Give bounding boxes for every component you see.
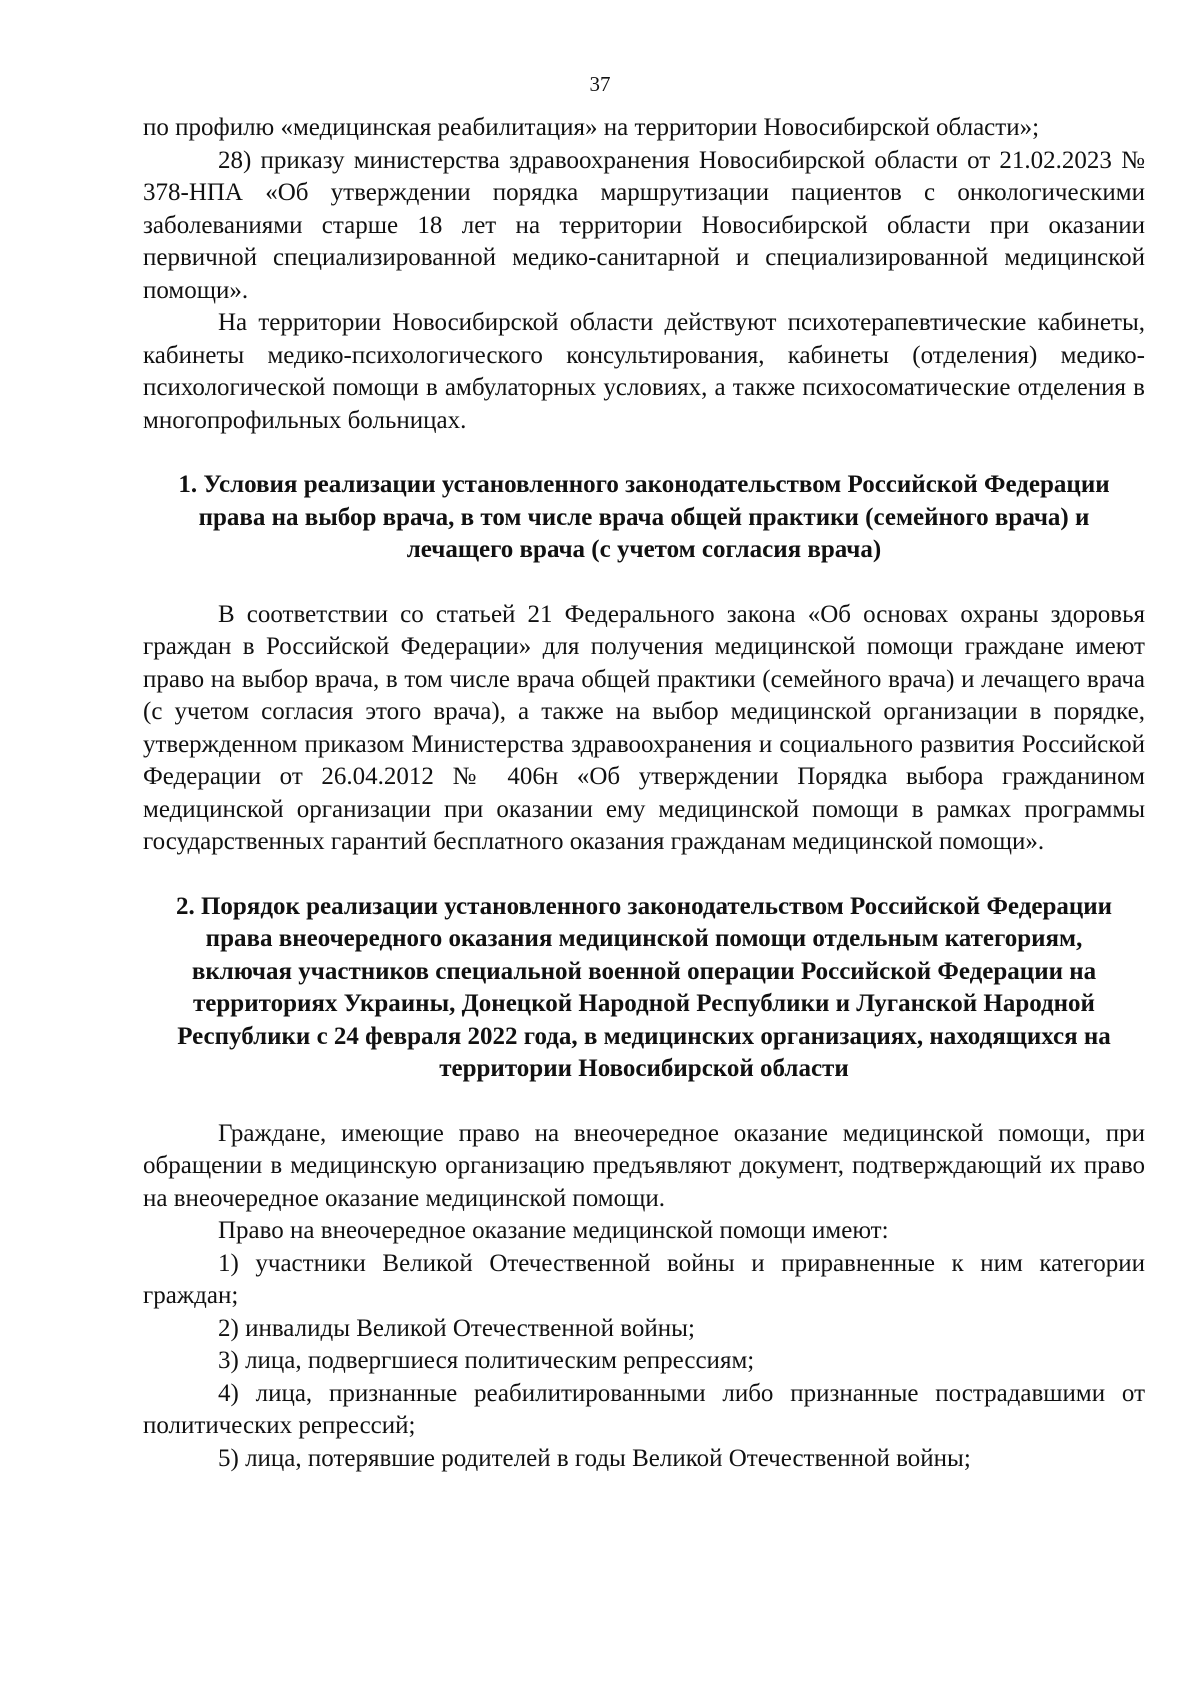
list-item-2: 2) инвалиды Великой Отечественной войны; — [218, 1314, 695, 1342]
section-2-paragraph-2: Право на внеочередное оказание медицинской помощи имеют: — [218, 1217, 889, 1244]
list-item-5: 5) лица, потерявшие родителей в годы Великой Отечественной войны; — [218, 1444, 971, 1472]
intro-paragraph-1: по профилю «медицинская реабилитация» на территории Новосибирской области»; — [143, 114, 1040, 141]
list-item-1: 1) участники Великой Отечественной войны и приравненные к ним категории граждан; — [143, 1249, 1145, 1309]
section-1-paragraph-1: В соответствии со статьей 21 Федерального закона «Об основах охраны здоровья граждан в Российской Федерации» для получения медицинской помощи граждане имеют право на выбор врача, в том числе врача общей практики (семейного врача) и лечащего врача (с учетом согласия этого врача), а также на выбор медицинской организации в порядке, утвержденном приказом Министерства здравоохранения и социального развития Российской Федерации от 26.04.2012 № 406н «Об утверждении Порядка выбора гражданином медицинской организации при оказании ему медицинской помощи в рамках программы государственных гарантий бесплатного оказания гражданам медицинской помощи». — [143, 600, 1145, 855]
section-1-heading: 1. Условия реализации установленного законодательством Российской Федерации права на выбор врача, в том числе врача общей практики (семейного врача) и лечащего врача (с учетом согласия врача) — [178, 471, 1110, 563]
list-item-3: 3) лица, подвергшиеся политическим репрессиям; — [218, 1347, 755, 1374]
list-item-4: 4) лица, признанные реабилитированными либо признанные пострадавшими от политических репрессий; — [143, 1379, 1145, 1439]
section-2-paragraph-1: Граждане, имеющие право на внеочередное оказание медицинской помощи, при обращении в медицинскую организацию предъявляют документ, подтверждающий их право на внеочередное оказание медицинской помощи. — [143, 1119, 1145, 1212]
section-2-heading: 2. Порядок реализации установленного законодательством Российской Федерации права внеочередного оказания медицинской помощи отдельным категориям, включая участников специальной военной операции Российской Федерации на территориях Украины, Донецкой Народной Республики и Луганской Народной Республики с 24 февраля 2022 года, в медицинских организациях, находящихся на территории Новосибирской области — [175, 892, 1113, 1082]
intro-paragraph-2: 28) приказу министерства здравоохранения Новосибирской области от 21.02.2023 № 378-НПА «Об утверждении порядка маршрутизации пациентов с онкологическими заболеваниями старше 18 лет на территории Новосибирской области при оказании первичной специализированной медико-санитарной и специализированной медицинской помощи». — [143, 146, 1145, 304]
page-content — [143, 112, 1145, 1475]
page-number: 37 — [589, 72, 611, 96]
intro-paragraph-3: На территории Новосибирской области действуют психотерапевтические кабинеты, кабинеты медико-психологического консультирования, кабинеты (отделения) медико-психологической помощи в амбулаторных условиях, а также психосоматические отделения в многопрофильных больницах. — [143, 309, 1145, 434]
